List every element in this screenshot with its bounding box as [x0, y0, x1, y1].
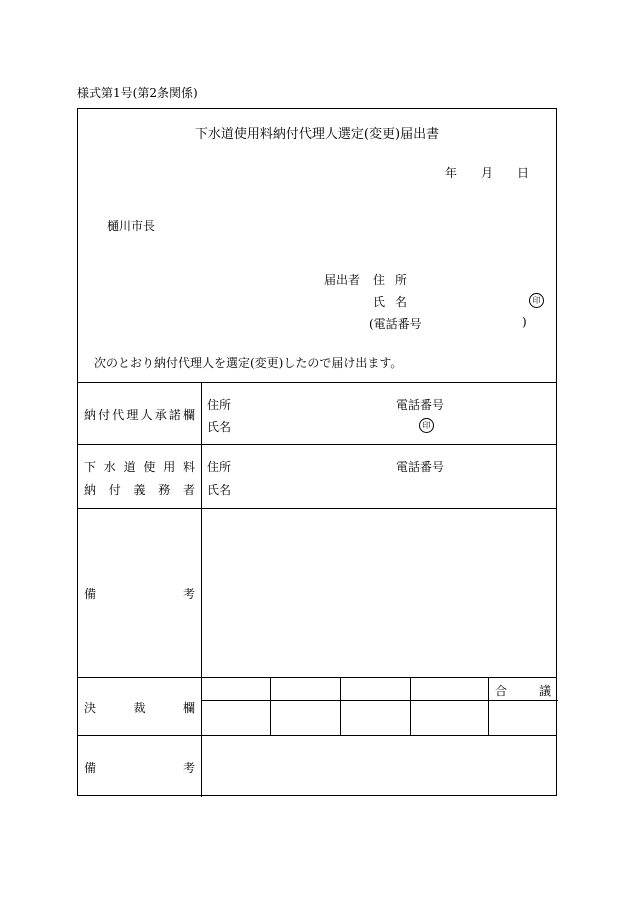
rule-approval	[78, 735, 556, 736]
agent-seal-icon: 印	[419, 418, 434, 433]
approval-cell-divider-4	[488, 677, 489, 735]
applicant-address-label: 住 所	[373, 273, 407, 287]
statement-text: 次のとおり納付代理人を選定(変更)したので届け出ます。	[94, 356, 403, 370]
approval-label: 決 裁 欄	[84, 701, 195, 715]
agent-phone-label: 電話番号	[396, 398, 445, 412]
rule-top-section	[78, 382, 556, 383]
agent-row-label: 納 付 代 理 人 承 諾 欄	[84, 408, 195, 422]
form-number: 様式第1号(第2条関係)	[77, 86, 198, 100]
applicant-seal-icon: 印	[529, 293, 544, 308]
approval-consult-header: 合 議	[495, 684, 551, 698]
rule-obligor	[78, 508, 556, 509]
applicant-phone-open: (電話番号	[369, 317, 422, 331]
obligor-label-line1: 下 水 道 使 用 料	[84, 460, 195, 474]
obligor-label-line2: 納 付 義 務 者	[84, 483, 195, 497]
remarks-label: 備 考	[84, 587, 195, 601]
applicant-label: 届出者	[324, 273, 361, 287]
obligor-name-label: 氏名	[207, 483, 232, 497]
applicant-name-label: 氏 名	[373, 295, 407, 309]
obligor-address-label: 住所	[207, 460, 232, 474]
date-month: 月	[481, 166, 494, 180]
addressee: 樋川市長	[107, 219, 156, 233]
rule-remarks	[78, 677, 556, 678]
approval-cell-divider-2	[340, 677, 341, 735]
rule-agent	[78, 444, 556, 445]
date-day: 日	[517, 166, 530, 180]
approval-cell-divider-3	[410, 677, 411, 735]
label-column-divider	[201, 382, 202, 797]
notification-form	[77, 108, 557, 796]
agent-name-label: 氏名	[207, 420, 232, 434]
approval-grid-mid-rule	[201, 700, 558, 701]
obligor-phone-label: 電話番号	[396, 460, 445, 474]
applicant-phone-close: )	[522, 315, 527, 329]
date-year: 年	[445, 166, 458, 180]
remarks2-label: 備 考	[84, 761, 195, 775]
form-title: 下水道使用料納付代理人選定(変更)届出書	[194, 127, 440, 142]
approval-cell-divider-1	[270, 677, 271, 735]
agent-address-label: 住所	[207, 398, 232, 412]
